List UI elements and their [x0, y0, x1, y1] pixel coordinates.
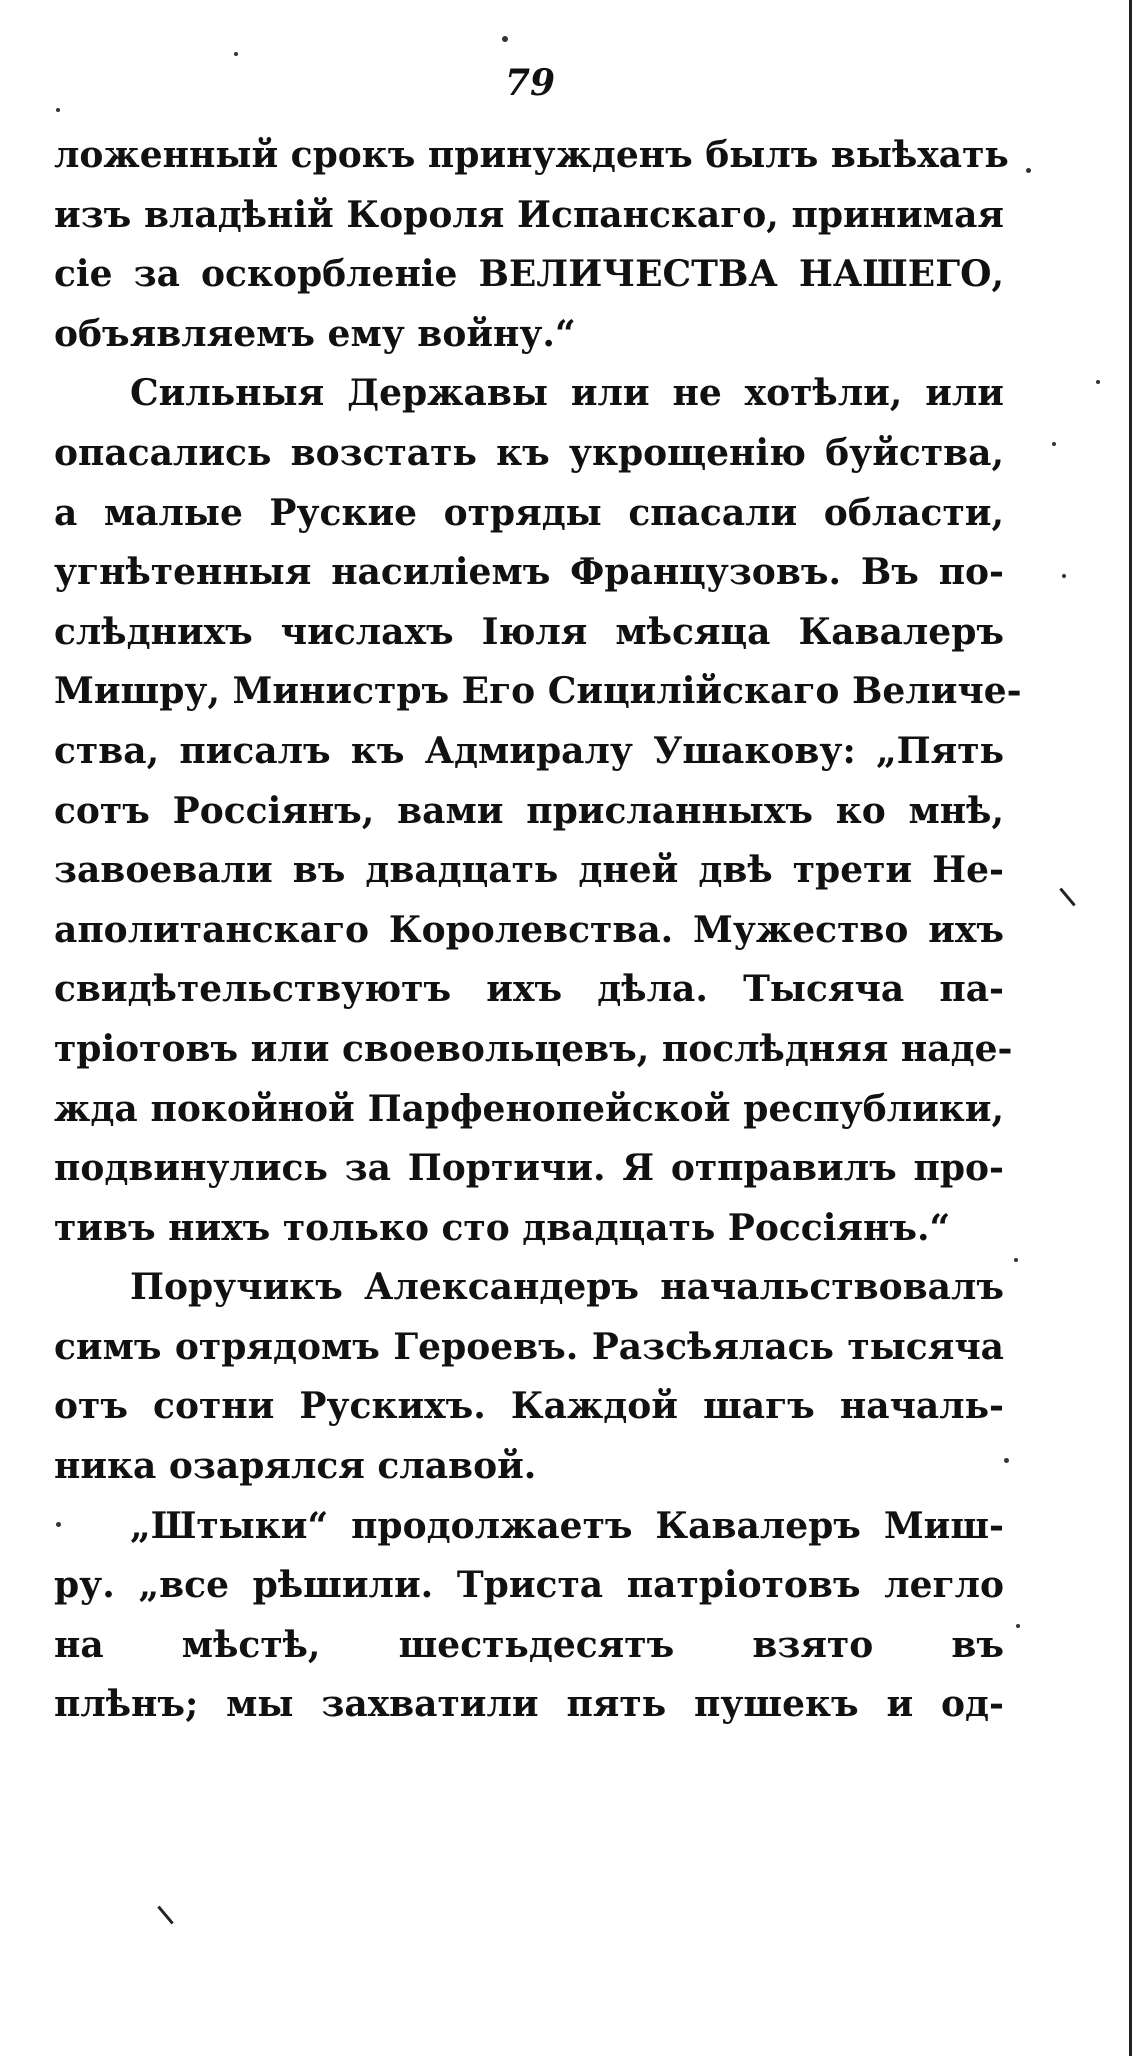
text-line: сіе за оскорбленіе ВЕЛИЧЕСТВА НАШЕГО, [54, 253, 1004, 296]
text-line: плѣнъ; мы захватили пять пушекъ и од- [54, 1683, 1004, 1726]
text-line: подвинулись за Портичи. Я отправилъ про- [54, 1147, 1004, 1190]
text-line: тріотовъ или своевольцевъ, послѣдняя наде- [54, 1027, 1013, 1070]
text-line: опасались возстать къ укрощенію буйства, [54, 431, 1004, 474]
text-line: Мишру, Министръ Его Сицилійскаго Величе- [54, 670, 1022, 713]
text-line: Поручикъ Александеръ начальствовалъ [130, 1266, 1004, 1309]
text-line: отъ сотни Рускихъ. Каждой шагъ началь- [54, 1385, 1004, 1428]
text-line: объявляемъ ему войну.“ [54, 312, 576, 355]
text-line: а малые Руские отряды спасали области, [54, 491, 1004, 534]
scan-speck [1052, 442, 1056, 446]
text-line: жда покойной Парфенопейской республики, [54, 1087, 1004, 1130]
text-line: ложенный срокъ принужденъ былъ выѣхать [54, 134, 1009, 176]
text-line: аполитанскаго Королевства. Мужество ихъ [54, 908, 1004, 951]
scan-speck [1016, 1624, 1020, 1628]
scan-speck [1004, 1458, 1009, 1463]
text-line: ру. „все рѣшили. Триста патріотовъ легло [54, 1564, 1004, 1607]
text-line: свидѣтельствуютъ ихъ дѣла. Тысяча па- [54, 968, 1004, 1011]
scan-speck [1062, 574, 1066, 578]
text-line: угнѣтенныя насиліемъ Французовъ. Въ по- [54, 551, 1004, 594]
scan-speck [1026, 168, 1031, 173]
text-line: тивъ нихъ только сто двадцать Россіянъ.“ [54, 1206, 951, 1249]
scan-speck [1014, 1258, 1018, 1262]
page-edge-line [1129, 0, 1132, 2056]
scan-speck [234, 52, 238, 56]
text-line: сотъ Россіянъ, вами присланныхъ ко мнѣ, [54, 789, 1004, 832]
text-line: слѣднихъ числахъ Іюля мѣсяца Кавалеръ [54, 610, 1004, 653]
text-line: Сильныя Державы или не хотѣли, или [130, 372, 1004, 415]
text-line: на мѣстѣ, шестьдесятъ взято въ [54, 1623, 1004, 1666]
page-number: 79 [504, 62, 556, 104]
text-line: завоевали въ двадцать дней двѣ трети Не- [54, 849, 1004, 892]
scan-mark [157, 1906, 173, 1925]
text-line: ства, писалъ къ Адмиралу Ушакову: „Пять [54, 729, 1004, 772]
text-line: изъ владѣній Короля Испанскаго, принимая [54, 193, 1004, 236]
text-line: симъ отрядомъ Героевъ. Разсѣялась тысяча [54, 1325, 1004, 1368]
text-line: „Штыки“ продолжаетъ Кавалеръ Миш- [130, 1504, 1004, 1547]
scan-speck [1096, 380, 1100, 384]
scan-speck [56, 108, 60, 112]
scan-speck [56, 1522, 61, 1527]
scan-speck [502, 36, 508, 42]
text-line: ника озарялся славой. [54, 1445, 537, 1488]
body-text [54, 126, 1022, 1735]
scan-mark [1059, 888, 1075, 907]
